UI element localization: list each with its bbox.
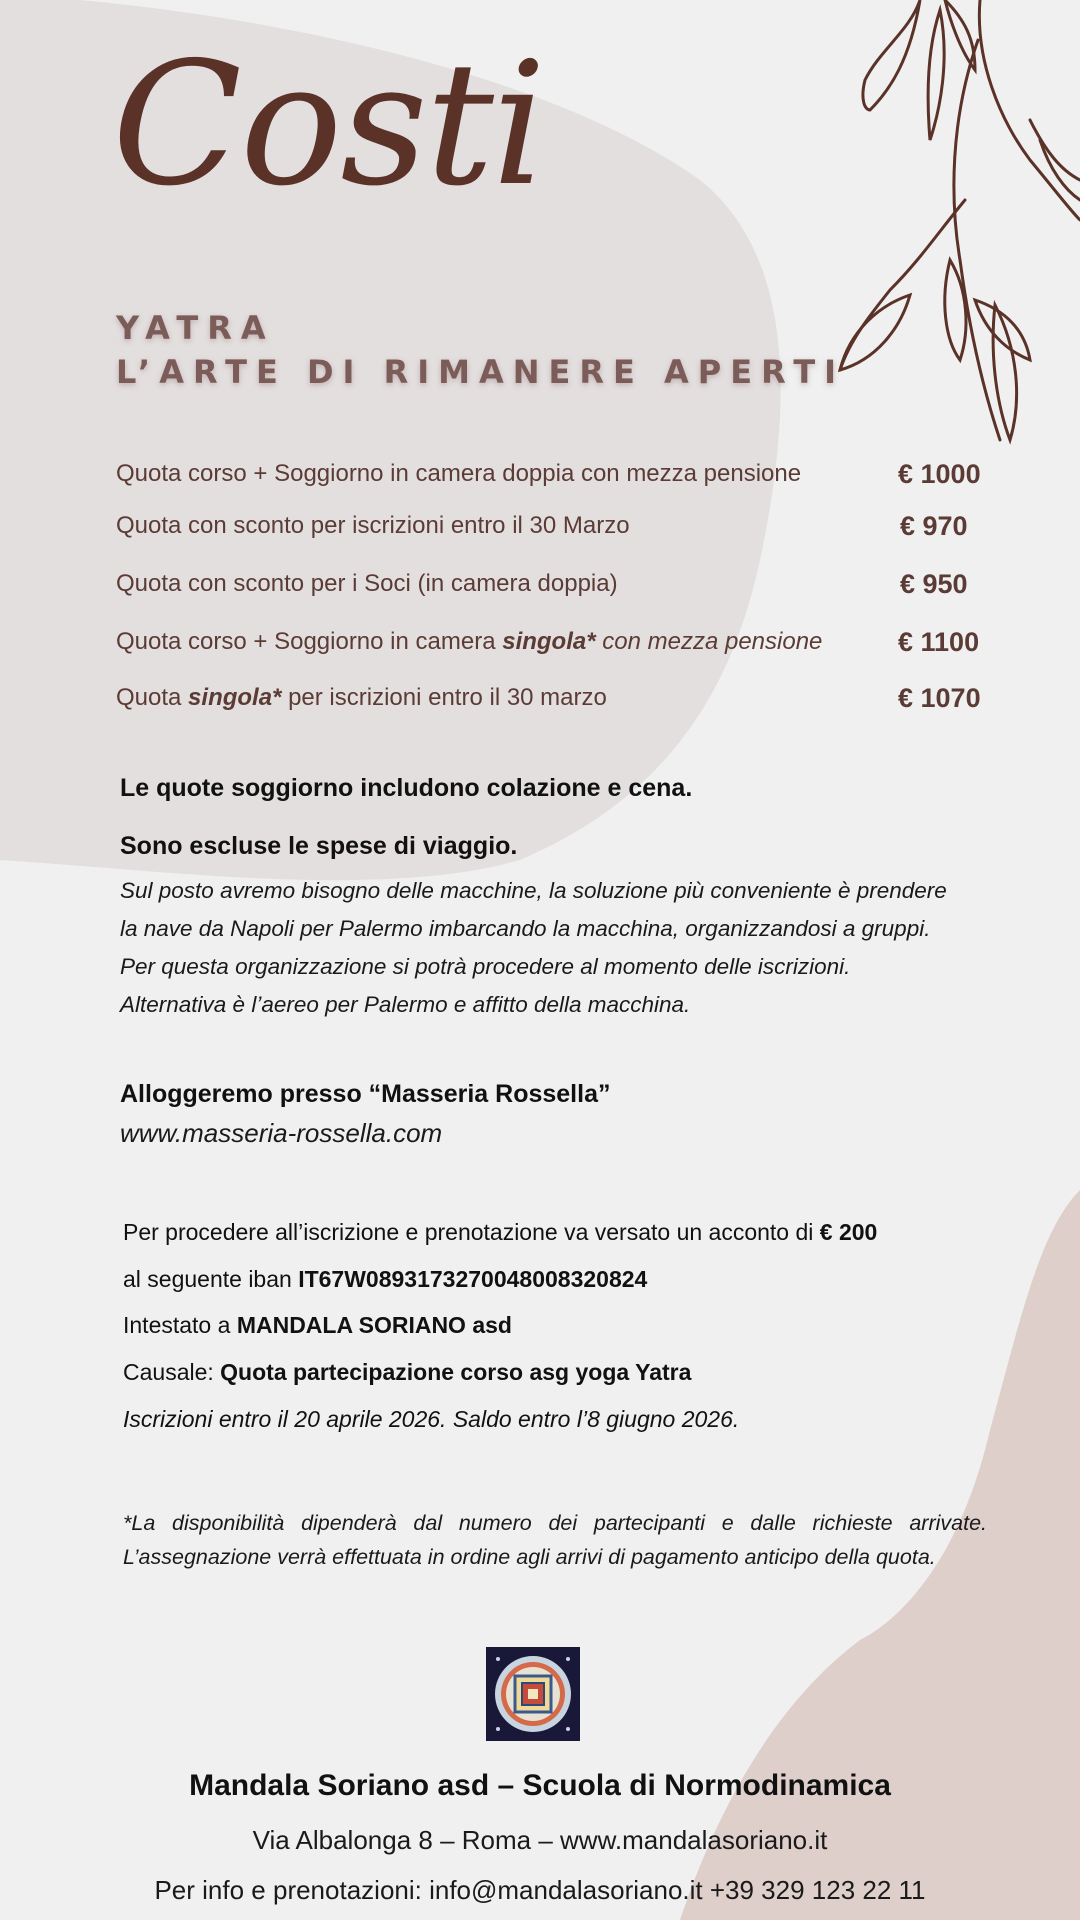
price-label-post: con mezza pensione xyxy=(595,628,823,655)
holder-name: MANDALA SORIANO asd xyxy=(236,1312,512,1338)
course-subtitle xyxy=(116,306,845,394)
price-label-emphasis: singola* xyxy=(188,684,282,711)
iban-code: IT67W0893173270048008320824 xyxy=(298,1266,648,1292)
deposit-amount: € 200 xyxy=(819,1219,878,1245)
price-row-single xyxy=(116,622,996,662)
price-label: Quota con sconto per i Soci (in camera doppia) xyxy=(116,570,618,597)
page-title: Costi xyxy=(112,26,545,224)
price-row-double xyxy=(116,454,996,494)
causale-line xyxy=(123,1354,691,1390)
organization-name: Mandala Soriano asd – Scuola di Normodinamica xyxy=(189,1769,891,1802)
deposit-text: Per procedere all’iscrizione e prenotazione va versato un acconto di xyxy=(123,1219,820,1245)
price-label-post: per iscrizioni entro il 30 marzo xyxy=(281,684,607,711)
price-label: Quota con sconto per iscrizioni entro il 30 Marzo xyxy=(116,512,630,539)
lodging-website: www.masseria-rossella.com xyxy=(120,1118,443,1148)
price-label xyxy=(116,622,822,662)
deadline-line: Iscrizioni entro il 20 aprile 2026. Saldo entro l’8 giugno 2026. xyxy=(123,1406,740,1432)
holder-text: Intestato a xyxy=(123,1312,237,1338)
mandala-logo xyxy=(486,1647,580,1741)
price-row-member-discount xyxy=(116,564,996,604)
subtitle-line-yatra: YATRA xyxy=(116,309,275,347)
excluded-travel-note: Sono escluse le spese di viaggio. xyxy=(120,832,518,860)
causale-value: Quota partecipazione corso asg yoga Yatra xyxy=(220,1359,692,1385)
price-value: € 970 xyxy=(900,511,968,541)
price-value: € 1100 xyxy=(898,627,980,657)
travel-instructions: Sul posto avremo bisogno delle macchine, la soluzione più conveniente è prendere la nave da Napoli per Palermo imbarcando la macchina, organizzandosi a gruppi. Per questa organizzazione si potrà procedere al momento delle iscrizioni. Alternativa è l’aereo per Palermo e affitto della macchina. xyxy=(120,878,947,1017)
price-value: € 950 xyxy=(900,569,968,599)
holder-line xyxy=(123,1307,512,1343)
iban-line xyxy=(123,1261,647,1297)
price-row-early-discount xyxy=(116,506,996,546)
causale-text: Causale: xyxy=(123,1359,221,1385)
price-label: Quota corso + Soggiorno in camera doppia con mezza pensione xyxy=(116,460,802,487)
price-row-single-early xyxy=(116,678,996,718)
subtitle-line-arte: L’ARTE DI RIMANERE APERTI xyxy=(116,353,846,391)
availability-footnote: *La disponibilità dipenderà dal numero dei partecipanti e dalle richieste arrivate. L’assegnazione verrà effettuata in ordine agli arrivi di pagamento anticipo della quota. xyxy=(123,1511,987,1569)
price-value: € 1000 xyxy=(898,459,981,489)
price-label xyxy=(116,678,607,718)
price-label-emphasis: singola* xyxy=(502,628,596,655)
lodging-heading: Alloggeremo presso “Masseria Rossella” xyxy=(120,1080,611,1108)
price-value: € 1070 xyxy=(898,683,981,713)
price-label-pre: Quota xyxy=(116,684,189,711)
price-label-pre: Quota corso + Soggiorno in camera xyxy=(116,628,503,655)
iban-text: al seguente iban xyxy=(123,1266,299,1292)
included-meals-note: Le quote soggiorno includono colazione e cena. xyxy=(120,774,693,802)
deposit-line xyxy=(123,1214,877,1250)
organization-address: Via Albalonga 8 – Roma – www.mandalasoriano.it xyxy=(252,1825,828,1855)
contact-info: Per info e prenotazioni: info@mandalasoriano.it +39 329 123 22 11 xyxy=(154,1875,926,1905)
